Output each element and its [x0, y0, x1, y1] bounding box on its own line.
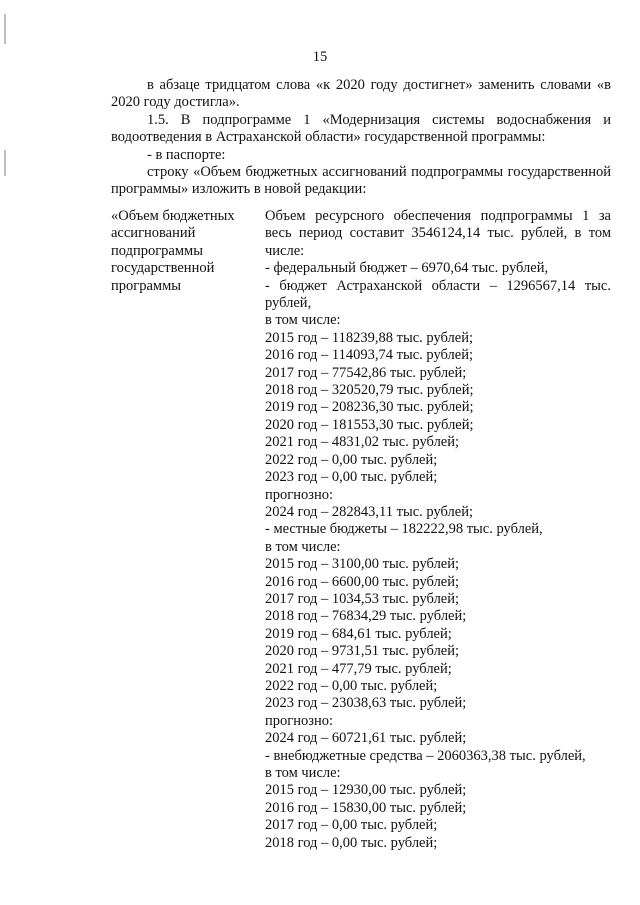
- year-line: 2023 год – 23038,63 тыс. рублей;: [265, 695, 467, 712]
- year-line: 2015 год – 118239,88 тыс. рублей;: [265, 329, 473, 346]
- including-label: в том числе:: [265, 538, 341, 555]
- year-line: 2015 год – 12930,00 тыс. рублей;: [265, 782, 467, 799]
- including-label: в том числе:: [265, 312, 341, 329]
- year-line: 2018 год – 320520,79 тыс. рублей;: [265, 382, 474, 399]
- funding-total: Объем ресурсного обеспечения подпрограммы 1 за весь период составит 3546124,14 тыс. рублей, в том числе:: [265, 208, 611, 259]
- page-number: 15: [312, 49, 328, 65]
- extrabudgetary-funds: - внебюджетные средства – 2060363,38 тыс. рублей,: [265, 747, 586, 764]
- regional-years-list: [265, 330, 611, 487]
- forecast-label: прогнозно:: [265, 486, 333, 503]
- local-years-list: [265, 556, 611, 713]
- scan-edge-mark: [4, 150, 6, 176]
- year-line: 2022 год – 0,00 тыс. рублей;: [265, 677, 438, 694]
- paragraph-2: 1.5. В подпрограмме 1 «Модернизация системы водоснабжения и водоотведения в Астраханской области» государственной программы:: [111, 112, 611, 146]
- year-line: 2016 год – 15830,00 тыс. рублей;: [265, 799, 467, 816]
- paragraph-3: - в паспорте:: [147, 147, 226, 163]
- year-line: 2021 год – 477,79 тыс. рублей;: [265, 660, 452, 677]
- local-2024: 2024 год – 60721,61 тыс. рублей;: [265, 730, 467, 747]
- year-line: 2020 год – 9731,51 тыс. рублей;: [265, 643, 460, 660]
- year-line: 2017 год – 77542,86 тыс. рублей;: [265, 364, 467, 381]
- paragraph-1: в абзаце тридцатом слова «к 2020 году достигнет» заменить словами «в 2020 году достигла».: [111, 77, 611, 111]
- including-label: в том числе:: [265, 765, 341, 781]
- year-line: 2019 год – 208236,30 тыс. рублей;: [265, 399, 474, 416]
- year-line: 2018 год – 76834,29 тыс. рублей;: [265, 608, 467, 625]
- year-line: 2023 год – 0,00 тыс. рублей;: [265, 469, 438, 486]
- year-line: 2022 год – 0,00 тыс. рублей;: [265, 451, 438, 468]
- scan-edge-mark: [4, 14, 6, 44]
- year-line: 2017 год – 1034,53 тыс. рублей;: [265, 590, 460, 607]
- year-line: 2019 год – 684,61 тыс. рублей;: [265, 625, 452, 642]
- regional-budget: - бюджет Астраханской области – 1296567,14 тыс. рублей,: [265, 277, 611, 312]
- year-line: 2017 год – 0,00 тыс. рублей;: [265, 817, 438, 834]
- extra-years-list: [265, 782, 611, 852]
- federal-budget: - федеральный бюджет – 6970,64 тыс. рублей,: [265, 260, 549, 277]
- regional-2024: 2024 год – 282843,11 тыс. рублей;: [265, 503, 473, 520]
- forecast-label: прогнозно:: [265, 712, 333, 729]
- year-line: 2020 год – 181553,30 тыс. рублей;: [265, 416, 474, 433]
- table-row-label: «Объем бюджетных ассигнований подпрограммы государственной программы: [111, 208, 235, 294]
- local-budget: - местные бюджеты – 182222,98 тыс. рублей,: [265, 521, 543, 538]
- table-row-content: [265, 208, 611, 852]
- year-line: 2015 год – 3100,00 тыс. рублей;: [265, 556, 460, 573]
- year-line: 2021 год – 4831,02 тыс. рублей;: [265, 434, 460, 451]
- year-line: 2016 год – 114093,74 тыс. рублей;: [265, 347, 473, 364]
- paragraph-4: строку «Объем бюджетных ассигнований подпрограммы государственной программы» изложить в новой редакции:: [111, 164, 611, 198]
- year-line: 2016 год – 6600,00 тыс. рублей;: [265, 573, 460, 590]
- year-line: 2018 год – 0,00 тыс. рублей;: [265, 834, 438, 851]
